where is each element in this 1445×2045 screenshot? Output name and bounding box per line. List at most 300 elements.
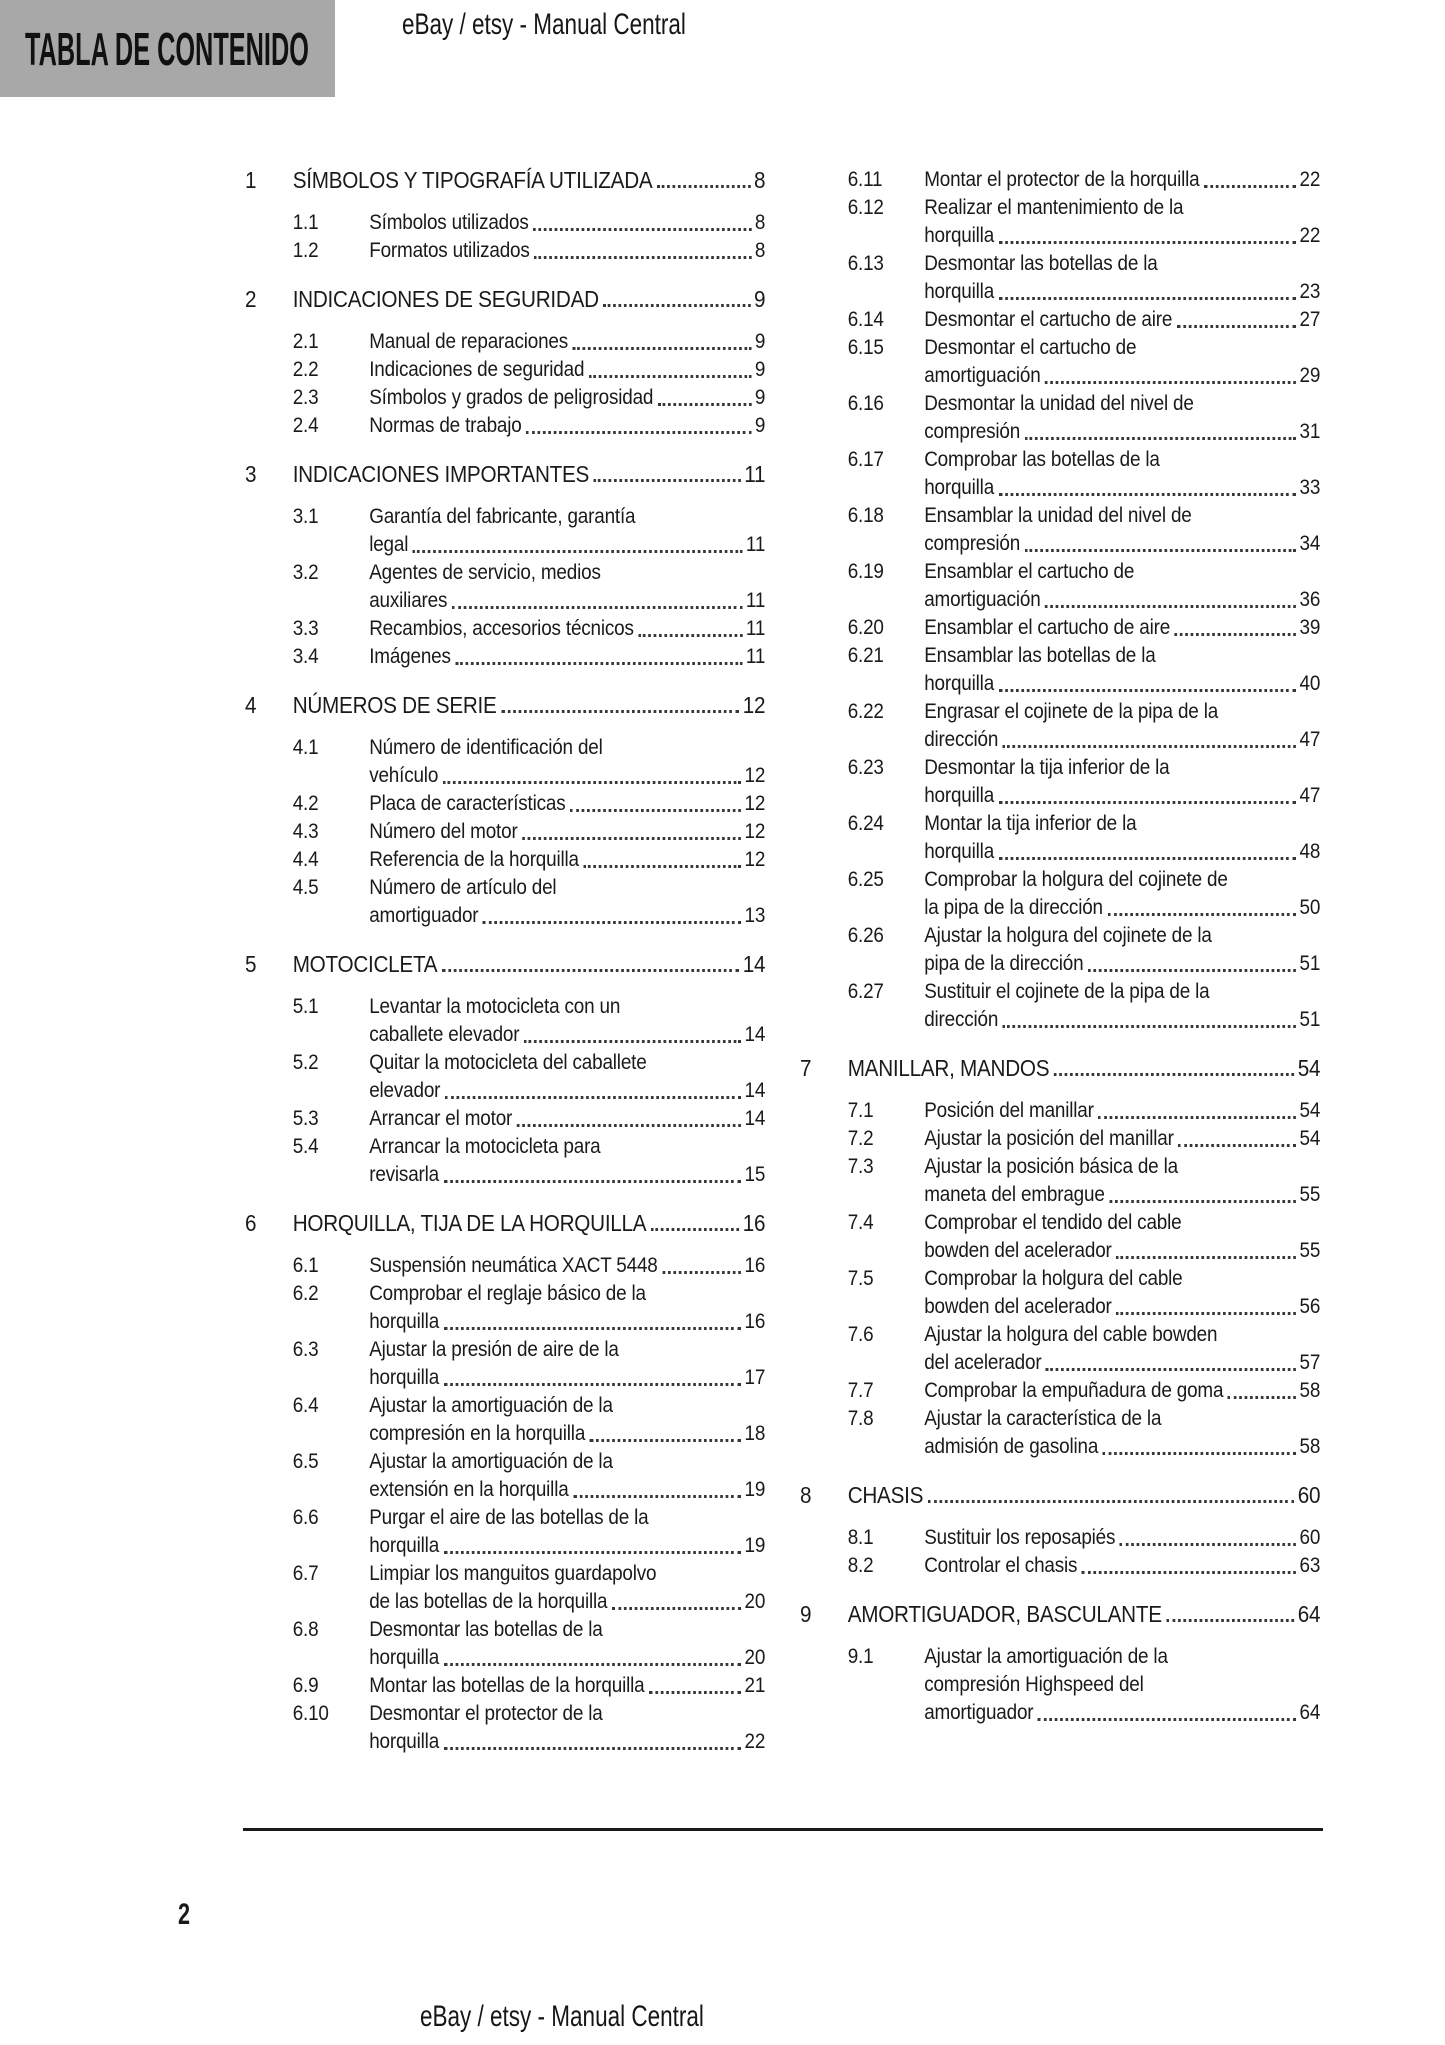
entry-number: 2.4 [292,414,319,437]
entry-line [924,194,1320,222]
entry-line [369,846,765,874]
dot-leader [999,297,1296,300]
toc-sub-entry [245,1049,765,1105]
entry-line [924,698,1320,726]
entry-body [924,810,1320,866]
entry-body [369,384,765,412]
entry-line [924,278,1320,306]
entry-number: 7.4 [847,1211,874,1234]
toc-sub-entry [245,993,765,1049]
entry-title-text: Ensamblar el cartucho de aire [924,616,1171,639]
toc-sub-entry [245,559,765,615]
entry-line [924,978,1320,1006]
entry-title-text: NÚMEROS DE SERIE [292,692,497,718]
entry-body [369,1672,765,1700]
entry-title-text: Placa de características [369,792,566,815]
entry-number: 6.4 [292,1394,319,1417]
entry-number: 8.1 [847,1526,874,1549]
dot-leader [1116,1256,1296,1259]
dot-leader [1082,1571,1296,1574]
entry-number: 6.21 [847,644,884,667]
dot-leader [455,662,742,665]
entry-body [369,1700,765,1756]
entry-number: 8.2 [847,1554,874,1577]
entry-title-text: Ajustar la holgura del cojinete de la [924,924,1212,947]
entry-line [924,1006,1320,1034]
page-ref: 8 [753,167,766,193]
dot-leader [444,1551,741,1554]
toc-sub-entry [245,846,765,874]
toc-sub-entry [245,818,765,846]
toc-sub-entry [800,866,1320,922]
dot-leader [657,185,750,188]
entry-title-text: dirección [924,1008,999,1031]
toc-sub-entry [800,1097,1320,1125]
toc-sub-entry [245,874,765,930]
entry-line [369,1252,765,1280]
entry-title-text: Posición del manillar [924,1099,1094,1122]
page-ref: 36 [1299,588,1321,611]
entry-number: 4.3 [292,820,319,843]
entry-line [924,838,1320,866]
entry-body [369,874,765,930]
entry-title-text: amortiguador [924,1701,1034,1724]
entry-body [924,1209,1320,1265]
entry-line [924,446,1320,474]
dot-leader [658,403,752,406]
entry-title-text: Ajustar la amortiguación de la [369,1394,613,1417]
toc-sub-entry [800,754,1320,810]
entry-line [924,166,1320,194]
entry-number: 2.3 [292,386,319,409]
entry-line [369,1644,765,1672]
toc-sub-entry [245,1105,765,1133]
entry-title-text: amortiguación [924,364,1041,387]
entry-title-text: Engrasar el cojinete de la pipa de la [924,700,1219,723]
entry-line [369,762,765,790]
entry-title-text: Número de artículo del [369,876,557,899]
entry-body [369,993,765,1049]
dot-leader [638,634,742,637]
entry-body [369,1280,765,1336]
entry-number: 6.13 [847,252,884,275]
entry-line [369,734,765,762]
entry-title-text: Ajustar la presión de aire de la [369,1338,619,1361]
toc-sub-entry [245,1133,765,1189]
entry-body [848,1054,1320,1082]
entry-line [369,237,765,265]
entry-title-text: caballete elevador [369,1023,520,1046]
entry-title-text: del acelerador [924,1351,1042,1374]
page-ref: 60 [1297,1482,1321,1508]
entry-title-text: Ensamblar el cartucho de [924,560,1135,583]
dot-leader [1204,185,1296,188]
entry-line [924,250,1320,278]
entry-body [924,306,1320,334]
entry-title-text: amortiguador [369,904,479,927]
toc-sub-entry [800,390,1320,446]
entry-title-text: Desmontar el protector de la [369,1702,603,1725]
entry-number: 3.3 [292,617,319,640]
entry-number: 6.6 [292,1506,319,1529]
page-ref: 58 [1299,1435,1321,1458]
entry-line [369,1588,765,1616]
entry-line [924,390,1320,418]
entry-line [369,643,765,671]
dot-leader [999,689,1296,692]
page-ref: 9 [754,414,766,437]
entry-body [293,460,766,488]
entry-body [369,1448,765,1504]
entry-line [369,1672,765,1700]
entry-title-text: horquilla [369,1534,440,1557]
page-ref: 14 [744,1079,766,1102]
toc-sub-entry [800,334,1320,390]
entry-line [369,1161,765,1189]
entry-body [924,1097,1320,1125]
page-ref: 16 [744,1254,766,1277]
toc-sub-entry [245,209,765,237]
toc-sub-entry [800,698,1320,754]
entry-line [293,1209,766,1237]
entry-line [924,1699,1320,1727]
page-ref: 19 [744,1478,766,1501]
dot-leader [573,347,752,350]
entry-title-text: Comprobar las botellas de la [924,448,1160,471]
entry-title-text: Agentes de servicio, medios [369,561,601,584]
page-ref: 12 [744,764,766,787]
entry-body [924,1265,1320,1321]
entry-title-text: Ajustar la posición básica de la [924,1155,1178,1178]
page-ref: 48 [1299,840,1321,863]
dot-leader [526,431,751,434]
page-ref: 22 [1299,168,1321,191]
page-ref: 50 [1299,896,1321,919]
entry-number: 7.6 [847,1323,874,1346]
page-ref: 21 [744,1674,766,1697]
entry-line [369,1728,765,1756]
entry-line [369,993,765,1021]
entry-body [848,1481,1320,1509]
toc-sub-entry [800,1377,1320,1405]
entry-line [924,558,1320,586]
entry-number: 7.5 [847,1267,874,1290]
entry-number: 2.2 [292,358,319,381]
page-ref: 31 [1299,420,1321,443]
dot-leader [444,1180,741,1183]
entry-number: 5.1 [292,995,319,1018]
entry-number: 1.1 [292,211,319,234]
entry-body [369,356,765,384]
toc-sub-entry [800,1265,1320,1321]
toc-sub-entry [245,1616,765,1672]
entry-number: 5 [245,951,257,977]
entry-number: 7.2 [847,1127,874,1150]
entry-title-text: SÍMBOLOS Y TIPOGRAFÍA UTILIZADA [292,167,653,193]
entry-number: 5.3 [292,1107,319,1130]
entry-title-text: compresión [924,420,1021,443]
entry-line [369,1021,765,1049]
entry-title-text: Desmontar la unidad del nivel de [924,392,1194,415]
entry-body [369,818,765,846]
entry-body [924,1377,1320,1405]
header-watermark-text: eBay / etsy - Manual Central [402,8,686,41]
entry-line [293,166,766,194]
entry-number: 6.10 [292,1702,329,1725]
entry-number: 5.4 [292,1135,319,1158]
toc-sub-entry [245,1672,765,1700]
toc-sub-entry [245,1252,765,1280]
entry-title-text: Símbolos utilizados [369,211,529,234]
page-ref: 9 [753,286,766,312]
entry-line [369,209,765,237]
entry-number: 3.2 [292,561,319,584]
page-ref: 22 [1299,224,1321,247]
entry-line [924,222,1320,250]
entry-line [924,362,1320,390]
entry-number: 6.5 [292,1450,319,1473]
entry-line [369,790,765,818]
toc-sub-entry [800,1321,1320,1377]
dot-leader [1178,1144,1296,1147]
entry-title-text: Comprobar la empuñadura de goma [924,1379,1224,1402]
entry-title-text: Suspensión neumática XACT 5448 [369,1254,658,1277]
dot-leader [1088,969,1296,972]
entry-body [924,250,1320,306]
entry-number: 6.8 [292,1618,319,1641]
entry-body [293,166,766,194]
entry-line [369,1077,765,1105]
entry-title-text: Montar las botellas de la horquilla [369,1674,645,1697]
entry-title-text: maneta del embrague [924,1183,1105,1206]
dot-leader [522,837,741,840]
entry-number: 6.16 [847,392,884,415]
entry-body [924,866,1320,922]
entry-body [369,1133,765,1189]
entry-body [293,950,766,978]
toc-sub-entry [800,1643,1320,1727]
entry-title-text: Formatos utilizados [369,239,530,262]
entry-body [369,1336,765,1392]
page-ref: 12 [744,792,766,815]
entry-line [369,615,765,643]
dot-leader [1175,633,1296,636]
entry-line [369,1700,765,1728]
entry-body [924,754,1320,810]
entry-title-text: extensión en la horquilla [369,1478,569,1501]
entry-number: 7.7 [847,1379,874,1402]
page-ref: 11 [745,589,766,612]
entry-number: 6.19 [847,560,884,583]
entry-title-text: Ensamblar la unidad del nivel de [924,504,1192,527]
entry-line [293,950,766,978]
page-ref: 64 [1297,1601,1321,1627]
entry-title-text: horquilla [924,224,995,247]
entry-line [369,559,765,587]
page-ref: 47 [1299,784,1321,807]
entry-line [924,670,1320,698]
entry-body [369,328,765,356]
entry-title-text: de las botellas de la horquilla [369,1590,608,1613]
dot-leader [573,1495,741,1498]
entry-title-text: Recambios, accesorios técnicos [369,617,634,640]
entry-body [369,846,765,874]
entry-number: 1 [245,167,257,193]
entry-body [924,194,1320,250]
entry-line [848,1600,1320,1628]
toc-sub-entry [800,642,1320,698]
entry-title-text: AMORTIGUADOR, BASCULANTE [847,1601,1162,1627]
page-ref: 51 [1299,952,1321,975]
dot-leader [594,479,741,482]
entry-number: 9 [800,1601,812,1627]
toc-section-entry [245,1209,765,1237]
entry-body [369,643,765,671]
dot-leader [1107,913,1296,916]
entry-title-text: Arrancar la motocicleta para [369,1135,601,1158]
page-ref: 33 [1299,476,1321,499]
entry-title-text: MOTOCICLETA [292,951,438,977]
entry-line [924,418,1320,446]
entry-body [924,978,1320,1034]
entry-number: 3.4 [292,645,319,668]
toc-section-entry [245,166,765,194]
dot-leader [442,969,739,972]
page-ref: 9 [754,386,766,409]
page-ref: 54 [1297,1055,1321,1081]
entry-title-text: Comprobar el tendido del cable [924,1211,1182,1234]
entry-body [924,1321,1320,1377]
entry-title-text: Sustituir los reposapiés [924,1526,1116,1549]
entry-title-text: la pipa de la dirección [924,896,1103,919]
entry-body [924,166,1320,194]
entry-number: 2 [245,286,257,312]
entry-title-text: Desmontar la tija inferior de la [924,756,1170,779]
entry-title-text: Desmontar las botellas de la [924,252,1158,275]
entry-line [924,502,1320,530]
dot-leader [1116,1312,1296,1315]
page-ref: 18 [744,1422,766,1445]
entry-title-text: admisión de gasolina [924,1435,1099,1458]
page-ref: 11 [744,461,766,487]
entry-body [924,502,1320,558]
entry-line [924,530,1320,558]
entry-line [848,1481,1320,1509]
toc-sub-entry [245,734,765,790]
entry-line [369,902,765,930]
entry-line [924,950,1320,978]
dot-leader [570,809,741,812]
toc-section-entry [245,691,765,719]
entry-line [924,922,1320,950]
entry-title-text: horquilla [369,1646,440,1669]
dot-leader [651,1228,739,1231]
entry-number: 4.2 [292,792,319,815]
entry-number: 3 [245,461,257,487]
toc-sub-entry [245,503,765,559]
toc-sub-entry [800,502,1320,558]
page-ref: 17 [744,1366,766,1389]
entry-body [924,1405,1320,1461]
toc-sub-entry [245,643,765,671]
entry-title-text: Indicaciones de seguridad [369,358,585,381]
entry-body [293,1209,766,1237]
entry-title-text: Montar el protector de la horquilla [924,168,1200,191]
dot-leader [443,781,741,784]
entry-title-text: Normas de trabajo [369,414,522,437]
entry-number: 6.22 [847,700,884,723]
entry-line [924,1349,1320,1377]
entry-title-text: compresión Highspeed del [924,1673,1144,1696]
toc-sub-entry [800,194,1320,250]
entry-body [924,1552,1320,1580]
entry-line [924,1181,1320,1209]
dot-leader [1003,1025,1296,1028]
footer-page-number: 2 [178,1898,191,1931]
dot-leader [1045,381,1296,384]
page-ref: 15 [744,1163,766,1186]
entry-line [369,328,765,356]
entry-line [924,334,1320,362]
dot-leader [1038,1718,1296,1721]
entry-number: 7.8 [847,1407,874,1430]
toc-section-entry [245,285,765,313]
entry-line [924,614,1320,642]
entry-title-text: bowden del acelerador [924,1295,1112,1318]
entry-line [924,810,1320,838]
page-ref: 16 [744,1310,766,1333]
entry-title-text: Garantía del fabricante, garantía [369,505,636,528]
toc-sub-entry [245,1448,765,1504]
entry-title-text: Comprobar la holgura del cable [924,1267,1183,1290]
entry-line [924,894,1320,922]
dot-leader [999,493,1296,496]
entry-line [924,866,1320,894]
page-ref: 54 [1299,1099,1321,1122]
entry-number: 7.3 [847,1155,874,1178]
entry-line [369,503,765,531]
entry-title-text: pipa de la dirección [924,952,1084,975]
entry-number: 6.15 [847,336,884,359]
toc-sub-entry [245,356,765,384]
dot-leader [533,228,751,231]
entry-title-text: Controlar el chasis [924,1554,1078,1577]
page-ref: 29 [1299,364,1321,387]
entry-number: 6.14 [847,308,884,331]
entry-line [924,1125,1320,1153]
toc-sub-entry [800,1405,1320,1461]
page-ref: 11 [745,617,766,640]
dot-leader [517,1124,741,1127]
page-ref: 9 [754,358,766,381]
entry-number: 2.1 [292,330,319,353]
entry-line [369,1364,765,1392]
page-title: TABLA DE CONTENIDO [25,22,309,75]
dot-leader [444,1663,741,1666]
entry-title-text: Realizar el mantenimiento de la [924,196,1184,219]
toc-sub-entry [800,446,1320,502]
entry-body [924,446,1320,502]
footer-watermark-text: eBay / etsy - Manual Central [420,2000,704,2033]
dot-leader [1054,1073,1294,1076]
entry-title-text: Levantar la motocicleta con un [369,995,621,1018]
entry-body [369,734,765,790]
entry-body [924,698,1320,754]
page-ref: 19 [744,1534,766,1557]
entry-title-text: horquilla [924,784,995,807]
page-ref: 58 [1299,1379,1321,1402]
dot-leader [590,1439,741,1442]
